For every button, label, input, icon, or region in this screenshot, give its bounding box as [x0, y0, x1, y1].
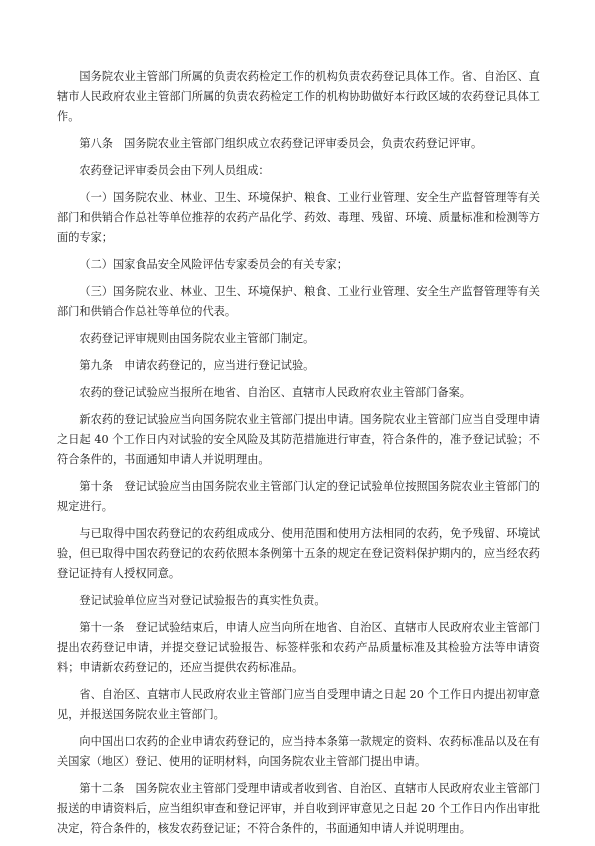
article-10: 第十条 登记试验应当由国务院农业主管部门认定的登记试验单位按照国务院农业主管部门的规定进行。 [57, 480, 540, 513]
article-8: 第八条 国务院农业主管部门组织成立农药登记评审委员会，负责农药登记评审。 [79, 137, 483, 150]
list-item-2: （二）国家食品安全风险评估专家委员会的有关专家； [79, 258, 348, 271]
document-body [57, 67, 540, 846]
paragraph-16: 向中国出口农药的企业申请农药登记的，应当持本条第一款规定的资料、农药标准品以及在有关国家（地区）登记、使用的证明材料，向国务院农业主管部门提出申请。 [57, 735, 540, 768]
paragraph-12: 与已取得中国农药登记的农药组成成分、使用范围和使用方法相同的农药，免予残留、环境试验，但已取得中国农药登记的农药依照本条例第十五条的规定在登记资料保护期内的，应当经农药登记证持有人授权同意。 [57, 527, 540, 580]
paragraph-7: 农药登记评审规则由国务院农业主管部门制定。 [79, 332, 315, 345]
paragraph-15: 省、自治区、直辖市人民政府农业主管部门应当自受理申请之日起 20 个工作日内提出初审意见，并报送国务院农业主管部门。 [57, 688, 540, 721]
paragraph-13: 登记试验单位应当对登记试验报告的真实性负责。 [79, 594, 326, 607]
article-9: 第九条 申请农药登记的，应当进行登记试验。 [79, 359, 315, 372]
article-11: 第十一条 登记试验结束后，申请人应当向所在地省、自治区、直辖市人民政府农业主管部门提出农药登记申请，并提交登记试验报告、标签样张和农药产品质量标准及其检验方法等申请资料；申请新农药登记的，还应当提供农药标准品。 [57, 621, 540, 674]
list-item-1: （一）国务院农业、林业、卫生、环境保护、粮食、工业行业管理、安全生产监督管理等有关部门和供销合作总社等单位推荐的农药产品化学、药效、毒理、残留、环境、质量标准和检测等方面的专家； [57, 191, 540, 244]
list-item-3: （三）国务院农业、林业、卫生、环境保护、粮食、工业行业管理、安全生产监督管理等有关部门和供销合作总社等单位的代表。 [57, 285, 540, 318]
paragraph-3: 农药登记评审委员会由下列人员组成： [79, 164, 270, 177]
paragraph-9: 农药的登记试验应当报所在地省、自治区、直辖市人民政府农业主管部门备案。 [79, 386, 471, 399]
paragraph-10: 新农药的登记试验应当向国务院农业主管部门提出申请。国务院农业主管部门应当自受理申请之日起 40 个工作日内对试验的安全风险及其防范措施进行审查，符合条件的，准予登记试验；不符合条件的，书面通知申请人并说明理由。 [57, 413, 540, 466]
paragraph-1: 国务院农业主管部门所属的负责农药检定工作的机构负责农药登记具体工作。省、自治区、直辖市人民政府农业主管部门所属的负责农药检定工作的机构协助做好本行政区域的农药登记具体工作。 [57, 70, 540, 123]
article-12: 第十二条 国务院农业主管部门受理申请或者收到省、自治区、直辖市人民政府农业主管部门报送的申请资料后，应当组织审查和登记评审，并自收到评审意见之日起 20 个工作日内作出审批决定，符合条件的，核发农药登记证；不符合条件的，书面通知申请人并说明理由。 [57, 782, 540, 835]
